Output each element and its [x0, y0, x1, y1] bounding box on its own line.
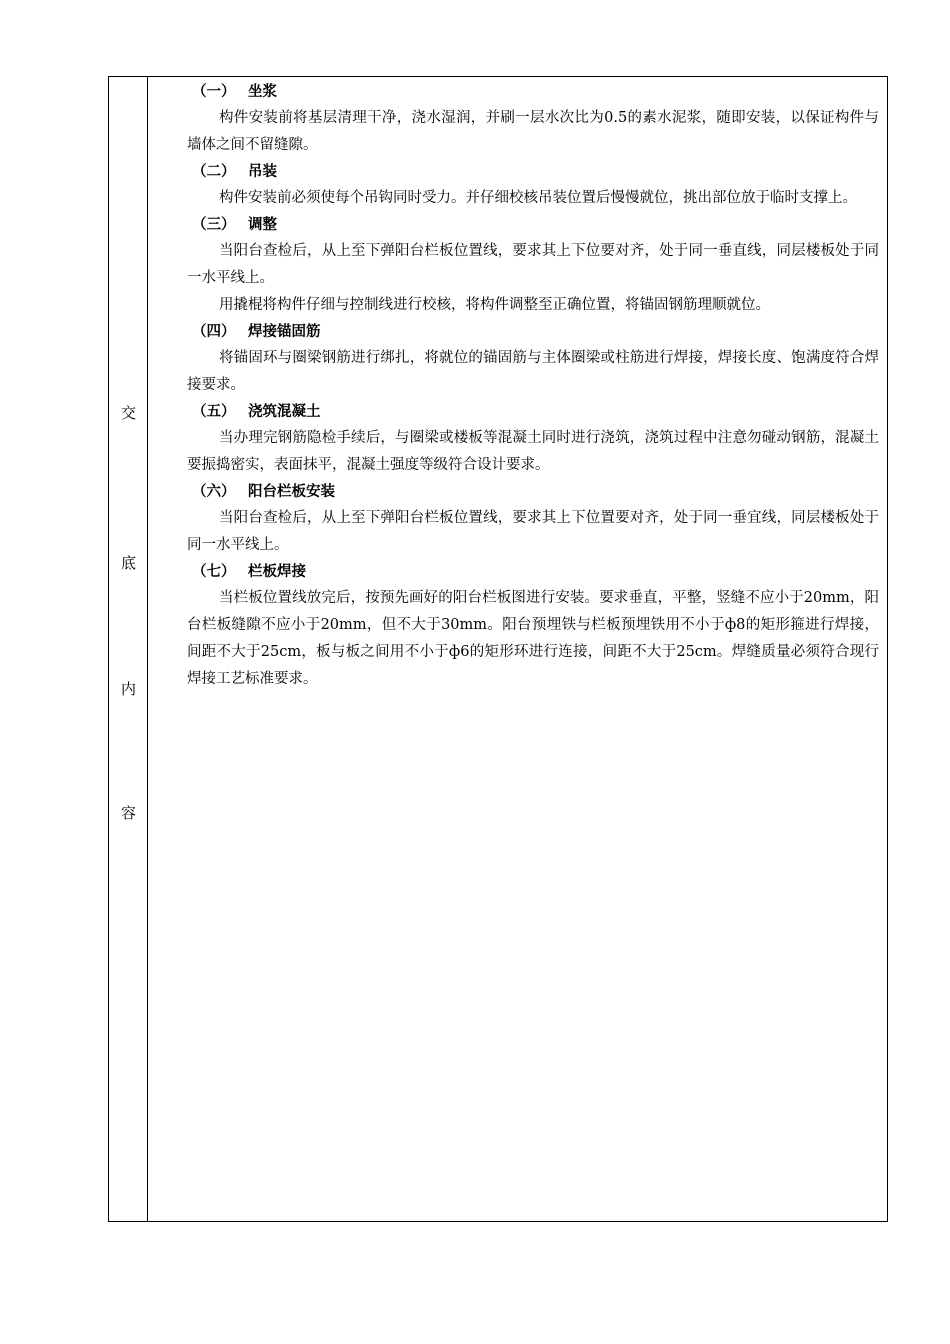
section-title: 坐浆 — [248, 84, 277, 100]
paragraph: 构件安装前必须使每个吊钩同时受力。并仔细校核吊装位置后慢慢就位，挑出部位放于临时支撑上。 — [219, 190, 857, 206]
content-column — [148, 77, 887, 1221]
section-heading — [192, 212, 879, 238]
paragraph: 当栏板位置线放完后，按预先画好的阳台栏板图进行安装。要求垂直，平整，竖缝不应小于20mm，阳台栏板缝隙不应小于20mm，但不大于30mm。阳台预埋铁与栏板预埋铁用不小于ф8的矩形箍进行焊接，间距不大于25cm，板与板之间用不小于ф6的矩形环进行连接，间距不大于25cm。焊缝质量必须符合现行焊接工艺标准要求。 — [187, 590, 879, 687]
section-title: 阳台栏板安装 — [248, 484, 335, 500]
section-title: 焊接锚固筋 — [248, 324, 321, 340]
section-title: 吊装 — [248, 164, 277, 180]
section-number: （五） — [192, 404, 236, 420]
disclosure-table — [108, 76, 888, 1222]
side-label-char: 容 — [120, 804, 136, 822]
section-heading — [192, 399, 879, 425]
side-label-char: 内 — [120, 680, 136, 698]
section-number: （一） — [192, 84, 236, 100]
section-1 — [187, 79, 879, 159]
section-heading — [192, 479, 879, 505]
section-number: （三） — [192, 217, 236, 233]
section-6 — [187, 479, 879, 559]
section-3 — [187, 212, 879, 319]
paragraph: 将锚固环与圈梁钢筋进行绑扎，将就位的锚固筋与主体圈梁或柱筋进行焊接，焊接长度、饱满度符合焊接要求。 — [187, 350, 879, 393]
section-title: 栏板焊接 — [248, 564, 306, 580]
section-title: 调整 — [248, 217, 277, 233]
section-4 — [187, 319, 879, 399]
paragraph: 构件安装前将基层清理干净，浇水湿润，并刷一层水次比为0.5的素水泥浆，随即安装，以保证构件与墙体之间不留缝隙。 — [187, 110, 879, 153]
section-7 — [187, 559, 879, 693]
side-label-column — [109, 77, 148, 1221]
section-heading — [192, 319, 879, 345]
section-number: （六） — [192, 484, 236, 500]
section-number: （四） — [192, 324, 236, 340]
section-heading — [192, 159, 879, 185]
section-title: 浇筑混凝土 — [248, 404, 321, 420]
paragraph: 当阳台查检后，从上至下弹阳台栏板位置线，要求其上下位置要对齐，处于同一垂宜线，同层楼板处于同一水平线上。 — [187, 510, 879, 553]
paragraph: 当阳台查检后，从上至下弹阳台栏板位置线，要求其上下位要对齐，处于同一垂直线，同层楼板处于同一水平线上。 — [187, 243, 879, 286]
section-5 — [187, 399, 879, 479]
section-2 — [192, 159, 879, 212]
paragraph: 用撬棍将构件仔细与控制线进行校核，将构件调整至正确位置，将锚固钢筋理顺就位。 — [219, 297, 770, 313]
section-heading — [192, 559, 879, 585]
side-label-char: 底 — [120, 554, 136, 572]
section-number: （七） — [192, 564, 236, 580]
section-heading — [192, 79, 879, 105]
side-label-char: 交 — [120, 404, 136, 422]
paragraph: 当办理完钢筋隐检手续后，与圈梁或楼板等混凝土同时进行浇筑，浇筑过程中注意勿碰动钢筋，混凝土要振捣密实，表面抹平，混凝土强度等级符合设计要求。 — [187, 430, 879, 473]
section-number: （二） — [192, 164, 236, 180]
